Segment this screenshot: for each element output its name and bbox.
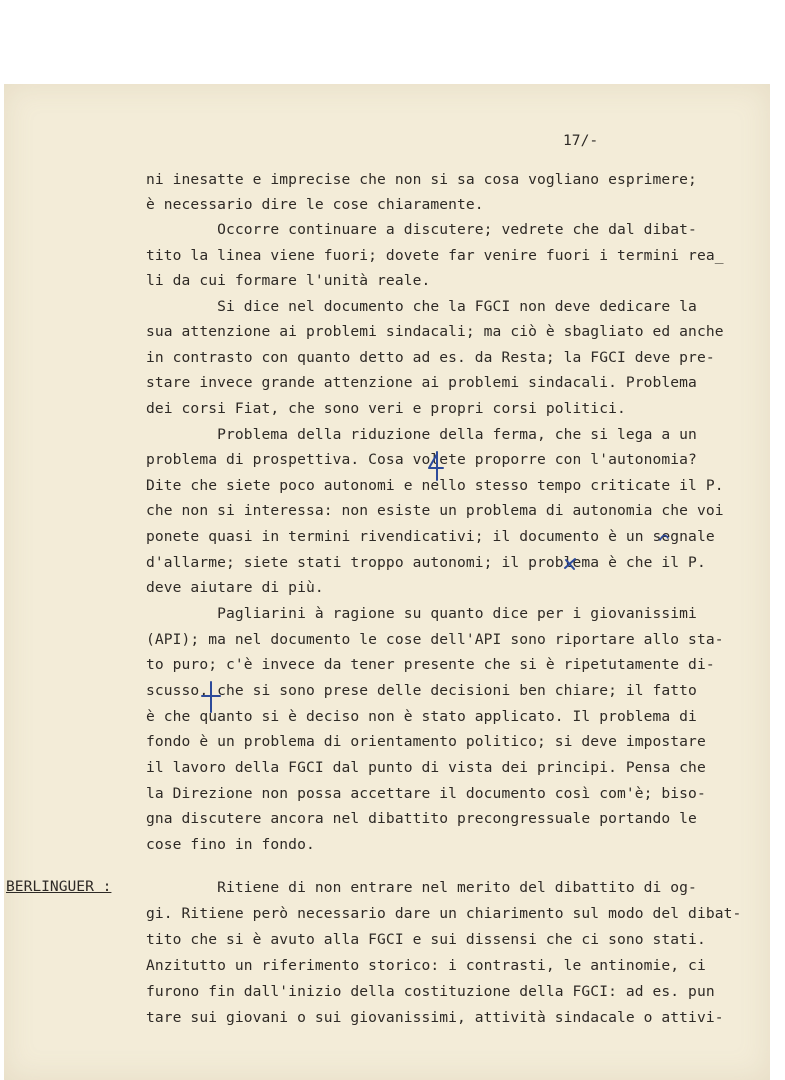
text-line: il lavoro della FGCI dal punto di vista dei principi. Pensa che xyxy=(146,759,706,776)
page-number: 17/- xyxy=(563,132,599,149)
text-line: tito che si è avuto alla FGCI e sui dissensi che ci sono stati. xyxy=(146,931,706,948)
text-line: Problema della riduzione della ferma, che si lega a un xyxy=(146,426,697,443)
text-line: Ritiene di non entrare nel merito del dibattito di og- xyxy=(146,879,697,896)
text-line: fondo è un problema di orientamento politico; si deve impostare xyxy=(146,733,706,750)
speaker-label: BERLINGUER : xyxy=(6,878,112,895)
text-line: gi. Ritiene però necessario dare un chiarimento sul modo del dibat- xyxy=(146,905,742,922)
text-line: furono fin dall'inizio della costituzione della FGCI: ad es. pun xyxy=(146,983,715,1000)
text-line: è che quanto si è deciso non è stato applicato. Il problema di xyxy=(146,708,697,725)
text-line: è necessario dire le cose chiaramente. xyxy=(146,196,484,213)
text-line: problema di prospettiva. Cosa volete proporre con l'autonomia? xyxy=(146,451,697,468)
text-line: tito la linea viene fuori; dovete far venire fuori i termini rea_ xyxy=(146,247,724,264)
text-line: sua attenzione ai problemi sindacali; ma ciò è sbagliato ed anche xyxy=(146,323,724,340)
text-line: Anzitutto un riferimento storico: i contrasti, le antinomie, ci xyxy=(146,957,706,974)
text-line: la Direzione non possa accettare il documento così com'è; biso- xyxy=(146,785,706,802)
text-line: Occorre continuare a discutere; vedrete che dal dibat- xyxy=(146,221,697,238)
text-line: gna discutere ancora nel dibattito precongressuale portando le xyxy=(146,810,697,827)
text-line: cose fino in fondo. xyxy=(146,836,315,853)
text-line: che non si interessa: non esiste un problema di autonomia che voi xyxy=(146,502,724,519)
text-line: (API); ma nel documento le cose dell'API sono riportare allo sta- xyxy=(146,631,724,648)
text-line: d'allarme; siete stati troppo autonomi; il problema è che il P. xyxy=(146,554,706,571)
text-line: ponete quasi in termini rivendicativi; il documento è un segnale xyxy=(146,528,715,545)
text-line: Pagliarini à ragione su quanto dice per i giovanissimi xyxy=(146,605,697,622)
text-line: in contrasto con quanto detto ad es. da Resta; la FGCI deve pre- xyxy=(146,349,715,366)
text-line: dei corsi Fiat, che sono veri e propri corsi politici. xyxy=(146,400,626,417)
text-line: to puro; c'è invece da tener presente che si è ripetutamente di- xyxy=(146,656,715,673)
text-line: tare sui giovani o sui giovanissimi, attività sindacale o attivi- xyxy=(146,1009,724,1026)
text-line: Si dice nel documento che la FGCI non deve dedicare la xyxy=(146,298,697,315)
text-line: Dite che siete poco autonomi e nello stesso tempo criticate il P. xyxy=(146,477,724,494)
text-line: stare invece grande attenzione ai problemi sindacali. Problema xyxy=(146,374,697,391)
text-line: deve aiutare di più. xyxy=(146,579,324,596)
scan-margin-top xyxy=(0,0,785,84)
text-line: li da cui formare l'unità reale. xyxy=(146,272,431,289)
text-line: scusso, che si sono prese delle decisioni ben chiare; il fatto xyxy=(146,682,697,699)
text-line: ni inesatte e imprecise che non si sa cosa vogliano esprimere; xyxy=(146,171,697,188)
